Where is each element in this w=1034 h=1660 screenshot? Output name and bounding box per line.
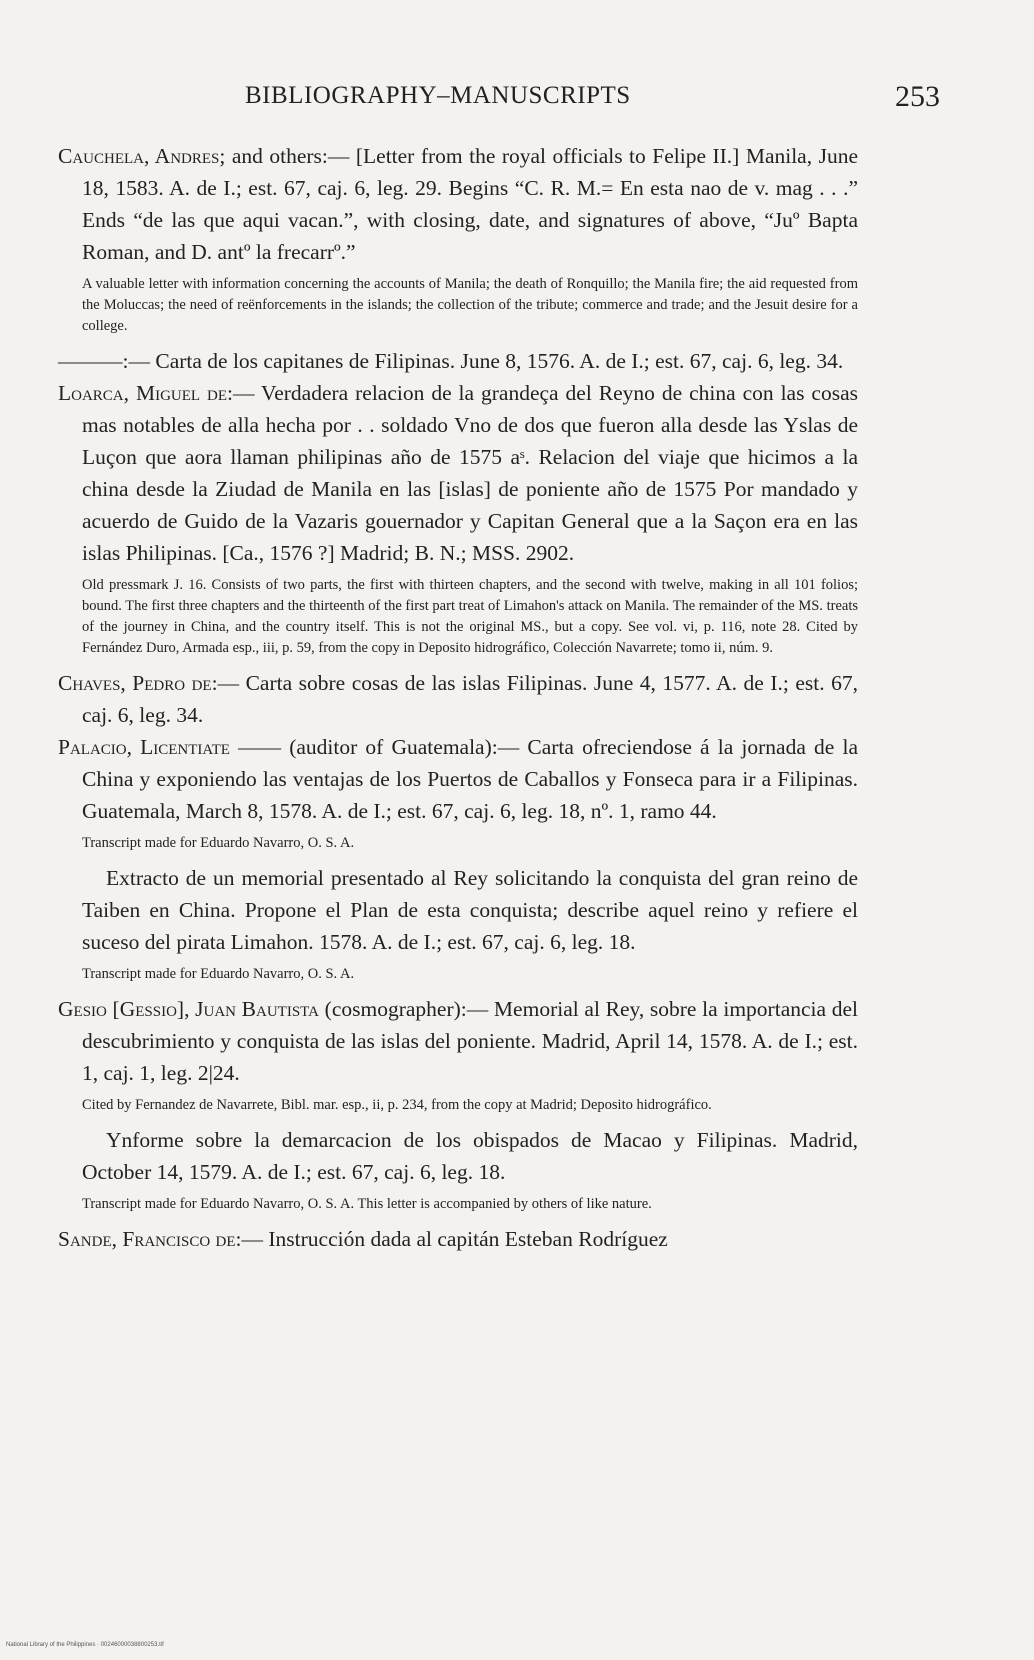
entry-author: Palacio, Licentiate	[58, 735, 230, 759]
entry-note: Transcript made for Eduardo Navarro, O. S. A. This letter is accompanied by others of like nature.	[82, 1196, 652, 1212]
bibliography-entry	[58, 1124, 858, 1188]
bibliography-body	[58, 140, 858, 1255]
entry-text: Extracto de un memorial presentado al Rey solicitando la conquista del gran reino de Taiben en China. Propone el Plan de esta conquista; describe aquel reino y refiere el suceso del pirata Limahon. 1578. A. de I.; est. 67, caj. 6, leg. 18.	[82, 866, 858, 954]
entry-text: ; and others:— [Letter from the royal officials to Felipe II.] Manila, June 18, 1583. A. de I.; est. 67, caj. 6, leg. 29. Begins “C. R. M.= En esta nao de v. mag . . .” Ends “de las que aqui vacan.”, with closing, date, and signatures of above, “Juº Bapta Roman, and D. antº la frecarrº.”	[82, 144, 858, 264]
running-title: BIBLIOGRAPHY–MANUSCRIPTS	[245, 82, 631, 109]
entry-note: Cited by Fernandez de Navarrete, Bibl. mar. esp., ii, p. 234, from the copy at Madrid; Deposito hidrográfico.	[82, 1097, 712, 1113]
bibliography-entry	[58, 140, 858, 268]
entry-author: Chaves, Pedro de	[58, 671, 212, 695]
entry-text: :— Carta de los capitanes de Filipinas. June 8, 1576. A. de I.; est. 67, caj. 6, leg. 34.	[122, 349, 844, 373]
entry-note: Transcript made for Eduardo Navarro, O. S. A.	[82, 835, 355, 851]
bibliography-entry	[58, 993, 858, 1089]
entry-note: Transcript made for Eduardo Navarro, O. S. A.	[82, 966, 355, 982]
bibliography-entry	[58, 377, 858, 569]
page-header	[80, 82, 940, 122]
entry-text: :— Verdadera relacion de la grandeça del Reyno de china con las cosas mas notables de alla hecha por . . soldado Vno de dos que fueron alla desde las Yslas de Luçon que aora llaman philipinas año de 1575 aˢ. Relacion del viaje que hicimos a la china desde la Ziudad de Manila en las [islas] de poniente año de 1575 Por mandado y acuerdo de Guido de la Vazaris gouernador y Capitan General que a la Saçon era en las islas Philipinas. [Ca., 1576 ?] Madrid; B. N.; MSS. 2902.	[82, 381, 858, 565]
entry-text: Ynforme sobre la demarcacion de los obispados de Macao y Filipinas. Madrid, October 14, 1579. A. de I.; est. 67, caj. 6, leg. 18.	[82, 1128, 858, 1184]
bibliography-entry	[58, 345, 858, 377]
entry-text: (cosmographer):— Memorial al Rey, sobre la importancia del descubrimiento y conquista de las islas del poniente. Madrid, April 14, 1578. A. de I.; est. 1, caj. 1, leg. 2|24.	[82, 997, 858, 1085]
bibliography-entry	[58, 731, 858, 827]
entry-author: ———	[58, 349, 123, 373]
entry-text: —— (auditor of Guatemala):— Carta ofreciendose á la jornada de la China y exponiendo las ventajas de los Puertos de Caballos y Fonseca para ir a Filipinas. Guatemala, March 8, 1578. A. de I.; est. 67, caj. 6, leg. 18, nº. 1, ramo 44.	[82, 735, 858, 823]
entry-author: Loarca, Miguel de	[58, 381, 228, 405]
entry-author: Sande, Francisco de	[58, 1227, 236, 1251]
entry-author: Gesio [Gessio], Juan Bautista	[58, 997, 319, 1021]
entry-author: Cauchela, Andres	[58, 144, 220, 168]
entry-note: A valuable letter with information concerning the accounts of Manila; the death of Ronquillo; the Manila fire; the aid requested from the Moluccas; the need of reënforcements in the islands; the collection of the tribute; commerce and trade; and the Jesuit desire for a college.	[82, 276, 858, 334]
bibliography-entry	[58, 1223, 858, 1255]
bibliography-entry	[58, 862, 858, 958]
entry-note: Old pressmark J. 16. Consists of two parts, the first with thirteen chapters, and the second with twelve, making in all 101 folios; bound. The first three chapters and the thirteenth of the first part treat of Limahon's attack on Manila. The remainder of the MS. treats of the journey in China, and the country itself. This is not the original MS., but a copy. See vol. vi, p. 116, note 28. Cited by Fernández Duro, Armada esp., iii, p. 59, from the copy in Deposito hidrográfico, Colección Navarrete; tomo ii, núm. 9.	[82, 577, 858, 656]
page-number: 253	[895, 80, 940, 113]
scan-footer: National Library of the Philippines · 00246000038800253.tif	[6, 1642, 164, 1648]
bibliography-entry	[58, 667, 858, 731]
entry-text: :— Instrucción dada al capitán Esteban Rodríguez	[235, 1227, 668, 1251]
entry-text: :— Carta sobre cosas de las islas Filipinas. June 4, 1577. A. de I.; est. 67, caj. 6, leg. 34.	[82, 671, 858, 727]
